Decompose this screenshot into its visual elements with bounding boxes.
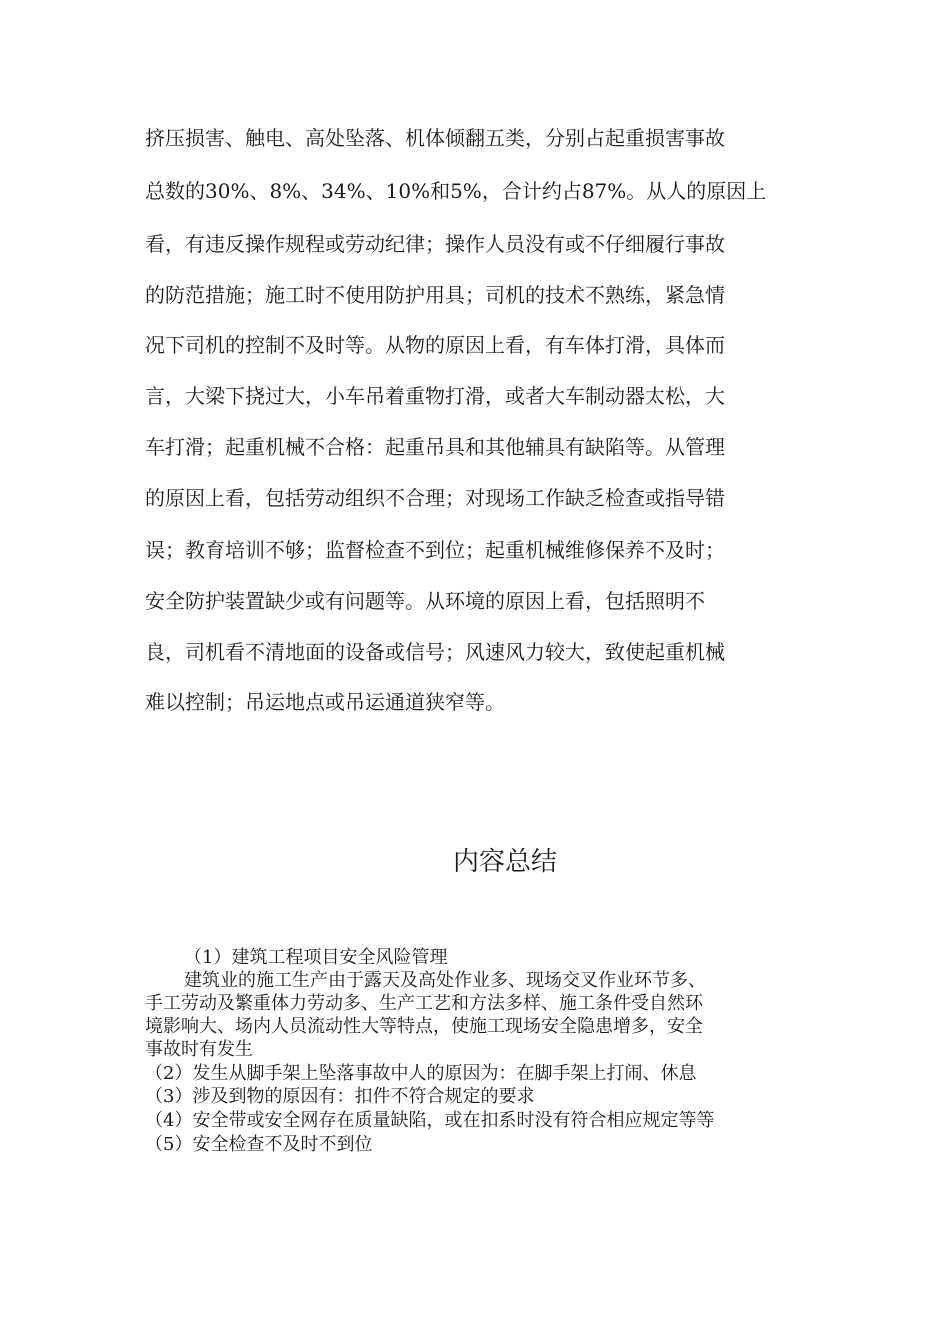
summary-line: 事故时有发生 <box>145 1039 253 1060</box>
paragraph-line: 误；教育培训不够；监督检查不到位；起重机械维修保养不及时； <box>145 538 725 562</box>
paragraph-line: 车打滑；起重机械不合格：起重吊具和其他辅具有缺陷等。从管理 <box>145 435 725 459</box>
summary-title: 内容总结 <box>452 847 557 877</box>
summary-item: （4）安全带或安全网存在质量缺陷，或在扣系时没有符合相应规定等等 <box>145 1110 715 1131</box>
paragraph-line: 安全防护装置缺少或有问题等。从环境的原因上看，包括照明不 <box>145 589 705 613</box>
paragraph-line: 的防范措施；施工时不使用防护用具；司机的技术不熟练，紧急情 <box>145 283 725 307</box>
paragraph-line: 良，司机看不清地面的设备或信号；风速风力较大，致使起重机械 <box>145 640 725 664</box>
summary-item: （3）涉及到物的原因有：扣件不符合规定的要求 <box>145 1086 535 1107</box>
summary-item: （2）发生从脚手架上坠落事故中人的原因为：在脚手架上打闹、休息 <box>145 1063 697 1084</box>
paragraph-line: 看，有违反操作规程或劳动纪律；操作人员没有或不仔细履行事故 <box>145 232 725 256</box>
summary-item: （5）安全检查不及时不到位 <box>145 1134 373 1155</box>
paragraph-line: 况下司机的控制不及时等。从物的原因上看，有车体打滑，具体而 <box>145 333 725 357</box>
paragraph-line: 总数的30%、8%、34%、10%和5%，合计约占87%。从人的原因上 <box>145 179 767 203</box>
paragraph-line: 的原因上看，包括劳动组织不合理；对现场工作缺乏检查或指导错 <box>145 486 725 510</box>
summary-heading: （1）建筑工程项目安全风险管理 <box>184 947 448 968</box>
paragraph-line: 难以控制；吊运地点或吊运通道狭窄等。 <box>145 690 505 714</box>
summary-line: 境影响大、场内人员流动性大等特点，使施工现场安全隐患增多，安全 <box>145 1016 703 1037</box>
summary-line: 建筑业的施工生产由于露天及高处作业多、现场交叉作业环节多、 <box>184 970 706 991</box>
paragraph-line: 挤压损害、触电、高处坠落、机体倾翻五类，分别占起重损害事故 <box>145 126 725 150</box>
summary-line: 手工劳动及繁重体力劳动多、生产工艺和方法多样、施工条件受自然环 <box>145 993 703 1014</box>
paragraph-line: 言，大梁下挠过大，小车吊着重物打滑，或者大车制动器太松，大 <box>145 384 725 408</box>
